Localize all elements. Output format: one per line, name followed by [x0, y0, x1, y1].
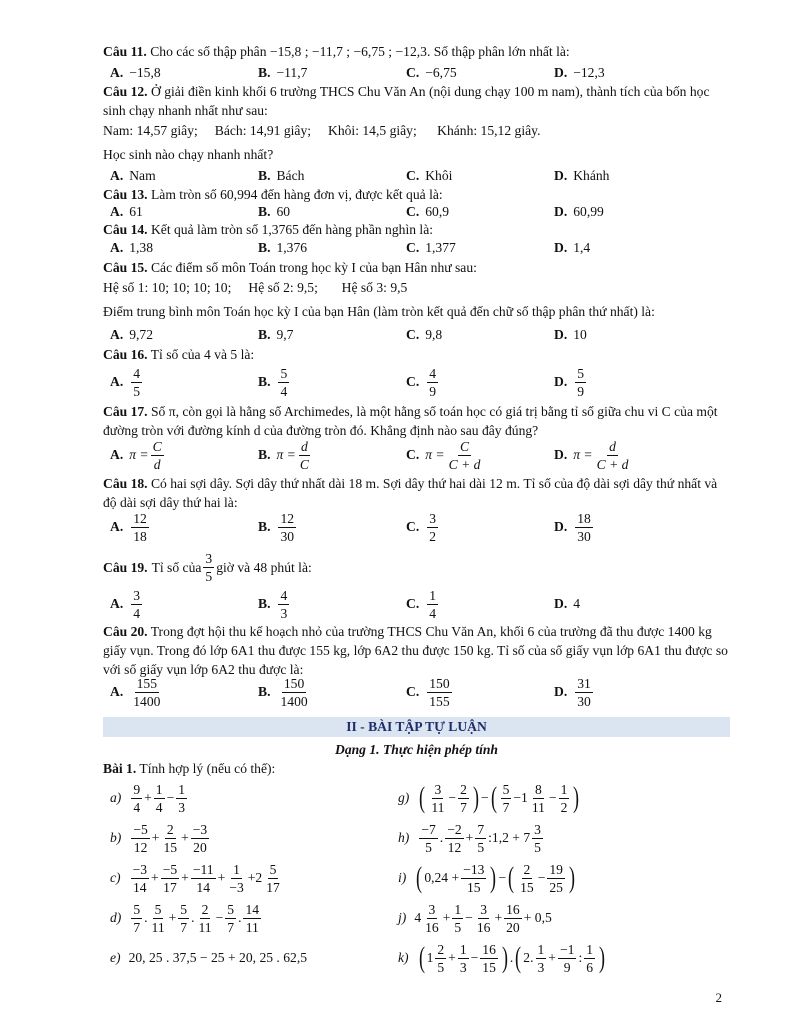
fraction: $\frac{3}{2}$: [429, 510, 437, 544]
option-b: B. −11,7: [258, 65, 308, 80]
fraction: $\frac{3}{4}$: [133, 587, 141, 621]
option-c: C. Khôi: [406, 168, 453, 183]
fraction: $\frac{4}{3}$: [280, 587, 288, 621]
expression-d: d) $\frac{5}{7}$ . $\frac{5}{11}$ + $\frac{5}{7}$ . $\frac{2}{11}$ − $\frac{5}{7}$ . $\frac{14}{11}$: [110, 901, 260, 935]
question-label: Câu 13.: [103, 187, 148, 202]
question-15-options: [110, 326, 730, 344]
question-label: Câu 15.: [103, 260, 148, 275]
option-c: C. $\frac{1}{4}$: [406, 587, 437, 621]
option-c: C. $\frac{3}{2}$: [406, 510, 437, 544]
expression-a: a) $\frac{9}{4}$ + $\frac{1}{4}$ − $\frac{1}{3}$: [110, 781, 186, 815]
option-d: D. 1,4: [554, 240, 591, 255]
question-label: Câu 17.: [103, 404, 148, 419]
question-label: Câu 18.: [103, 476, 148, 491]
option-c: C. 1,377: [406, 240, 456, 255]
fraction: $\frac{150}{1400}$: [280, 675, 308, 709]
question-13: [103, 185, 729, 204]
fraction: $\frac{d}{C + d}$: [596, 438, 629, 472]
option-d: D. 10: [554, 327, 587, 342]
option-b: B. π = $\frac{d}{C}$: [258, 438, 309, 472]
exercise-text: Tính hợp lý (nếu có thể):: [139, 761, 276, 776]
option-b: B. $\frac{4}{3}$: [258, 587, 288, 621]
question-text: Kết quả làm tròn số 1,3765 đến hàng phần nghìn là:: [150, 222, 434, 237]
option-c: C. $\frac{4}{9}$: [406, 365, 437, 399]
fraction: $\frac{C}{C + d}$: [448, 438, 481, 472]
fraction: $\frac{150}{155}$: [429, 675, 450, 709]
question-text: Tỉ số của 4 và 5 là:: [150, 347, 255, 362]
fraction: $\frac{18}{30}$: [577, 510, 591, 544]
fraction: $\frac{5}{4}$: [280, 365, 288, 399]
option-b: B. $\frac{150}{1400}$: [258, 675, 308, 709]
question-19: Câu 19. Tỉ số của $\frac{3}{5}$ giờ và 48 phút là:: [103, 550, 312, 584]
option-c: C. 60,9: [406, 204, 450, 219]
option-a: A. $\frac{12}{18}$: [110, 510, 147, 544]
question-15-coefficients: Hệ số 1: 10; 10; 10; 10; Hệ số 2: 9,5; Hệ số 3: 9,5: [103, 280, 408, 295]
option-b: B. 60: [258, 204, 291, 219]
question-label: Câu 16.: [103, 347, 148, 362]
option-a: A. Nam: [110, 168, 156, 183]
question-11-options: [110, 64, 730, 82]
question-16-options: [110, 362, 730, 402]
option-a: A. 61: [110, 204, 143, 219]
option-b: B. $\frac{5}{4}$: [258, 365, 288, 399]
question-text: Cho các số thập phân −15,8 ; −11,7 ; −6,75 ; −12,3. Số thập phân lớn nhất là:: [150, 44, 570, 59]
question-20-options: [110, 672, 730, 712]
question-12-options: [110, 167, 730, 185]
question-text: Có hai sợi dây. Sợi dây thứ nhất dài 18 m. Sợi dây thứ hai dài 12 m. Tỉ số của độ dài sợi dây thứ nhất và độ dài sợi dây thứ hai là:: [103, 476, 718, 510]
option-a: A. $\frac{4}{5}$: [110, 365, 141, 399]
option-d: D. −12,3: [554, 65, 605, 80]
question-14-options: [110, 239, 730, 257]
fraction: $\frac{C}{d}$: [152, 438, 162, 472]
question-19-options: [110, 584, 730, 624]
question-11: [103, 42, 729, 61]
option-a: A. 1,38: [110, 240, 154, 255]
option-c: C. 9,8: [406, 327, 443, 342]
option-d: D. 60,99: [554, 204, 604, 219]
exercise-label: Bài 1.: [103, 761, 137, 776]
fraction: $\frac{4}{5}$: [133, 365, 141, 399]
exercise-1: [103, 759, 729, 778]
option-a: A. −15,8: [110, 65, 161, 80]
expression-c: c) $\frac{-3}{14}$ + $\frac{-5}{17}$ + $\frac{-11}{14}$ + $\frac{1}{-3}$ +2 $\frac{5}{17}$: [110, 861, 280, 895]
question-text: Số π, còn gọi là hằng số Archimedes, là một hằng số toán học có giá trị bằng tỉ số giữa chu vi C của một đường tròn với đường kính d của đường tròn đó. Khẳng định nào sau đây đúng?: [103, 404, 718, 438]
section-heading: II - BÀI TẬP TỰ LUẬN: [103, 717, 730, 737]
fraction: $\frac{31}{30}$: [577, 675, 591, 709]
option-d: D. $\frac{31}{30}$: [554, 675, 591, 709]
option-c: C. $\frac{150}{155}$: [406, 675, 450, 709]
expression-e: e) 20, 25 . 37,5 − 25 + 20, 25 . 62,5: [110, 950, 308, 965]
question-12: [103, 82, 729, 120]
subsection-heading: Dạng 1. Thực hiện phép tính: [335, 742, 498, 757]
option-a: A. $\frac{3}{4}$: [110, 587, 141, 621]
fraction: $\frac{12}{30}$: [280, 510, 295, 544]
question-text: Các điểm số môn Toán trong học kỳ I của bạn Hân như sau:: [150, 260, 477, 275]
question-text: Trong đợt hội thu kế hoạch nhỏ của trường THCS Chu Văn An, khối 6 của trường đã thu được 1400 kg giấy vụn. Trong đó lớp 6A1 thu được 155 kg, lớp 6A2 thu được 150 kg. Tỉ số của số giấy vụn lớp 6A1 thu được so với số giấy vụn lớp 6A2 thu được là:: [103, 624, 728, 677]
question-label: Câu 11.: [103, 44, 147, 59]
question-18-options: [110, 507, 730, 547]
option-a: A. 9,72: [110, 327, 154, 342]
expression-j: j) 4 $\frac{3}{16}$ + $\frac{1}{5}$ − $\frac{3}{16}$ + $\frac{16}{20}$ + 0,5: [398, 901, 552, 935]
expression-g: g) ( $\frac{3}{11}$ − $\frac{2}{7}$ ) − ( $\frac{5}{7}$ −1 $\frac{8}{11}$ − $\frac{1}{2}$ ): [398, 781, 580, 815]
expression-b: b) $\frac{-5}{12}$ + $\frac{2}{15}$ + $\frac{-3}{20}$: [110, 821, 208, 855]
fraction: $\frac{4}{9}$: [429, 365, 437, 399]
option-b: B. Bách: [258, 168, 305, 183]
option-d: D. π = $\frac{d}{C + d}$: [554, 438, 629, 472]
option-d: D. 4: [554, 596, 581, 611]
fraction: $\frac{155}{1400}$: [133, 675, 161, 709]
fraction: $\frac{5}{9}$: [577, 365, 585, 399]
question-15-prompt: Điểm trung bình môn Toán học kỳ I của bạn Hân (làm tròn kết quả đến chữ số thập phân thứ nhất) là:: [103, 304, 655, 319]
fraction: $\frac{12}{18}$: [133, 510, 147, 544]
option-d: D. Khánh: [554, 168, 610, 183]
question-13-options: [110, 203, 730, 221]
question-12-times: Nam: 14,57 giây; Bách: 14,91 giây; Khôi: 14,5 giây; Khánh: 15,12 giây.: [103, 123, 541, 138]
question-label: Câu 14.: [103, 222, 148, 237]
question-label: Câu 19.: [103, 559, 148, 575]
question-20: [103, 622, 729, 679]
expression-i: i) ( 0,24 + $\frac{-13}{15}$ ) − ( $\frac{2}{15}$ − $\frac{19}{25}$ ): [398, 861, 575, 895]
option-c: C. −6,75: [406, 65, 457, 80]
option-b: B. $\frac{12}{30}$: [258, 510, 295, 544]
option-a: A. $\frac{155}{1400}$: [110, 675, 161, 709]
option-d: D. $\frac{5}{9}$: [554, 365, 585, 399]
expression-h: h) $\frac{-7}{5}$ . $\frac{-2}{12}$ + $\frac{7}{5}$ :1,2 + 7 $\frac{3}{5}$: [398, 821, 541, 855]
option-b: B. 1,376: [258, 240, 308, 255]
option-a: A. π = $\frac{C}{d}$: [110, 438, 162, 472]
page-number: 2: [715, 990, 722, 1005]
question-text: Ở giải điền kinh khối 6 trường THCS Chu Văn An (nội dung chạy 100 m nam), thành tích của bốn học sinh chạy nhanh nhất như sau:: [103, 84, 710, 118]
fraction: $\frac{d}{C}$: [299, 438, 309, 472]
question-label: Câu 20.: [103, 624, 148, 639]
expression-k: k) ( 1 $\frac{2}{5}$ + $\frac{1}{3}$ − $\frac{16}{15}$ ) . ( 2. $\frac{1}{3}$ + $\frac{-1}{9}$ : $\frac{1}{6}$ ): [398, 941, 606, 975]
question-15: [103, 258, 729, 277]
question-label: Câu 12.: [103, 84, 148, 99]
question-14: [103, 220, 729, 239]
question-12-prompt: Học sinh nào chạy nhanh nhất?: [103, 147, 274, 162]
question-text: Làm tròn số 60,994 đến hàng đơn vị, được kết quả là:: [150, 187, 443, 202]
fraction: $\frac{1}{4}$: [429, 587, 437, 621]
option-c: C. π = $\frac{C}{C + d}$: [406, 438, 481, 472]
option-b: B. 9,7: [258, 327, 294, 342]
question-17-options: [110, 435, 730, 475]
fraction: $\frac{3}{5}$: [205, 550, 213, 584]
option-d: D. $\frac{18}{30}$: [554, 510, 591, 544]
